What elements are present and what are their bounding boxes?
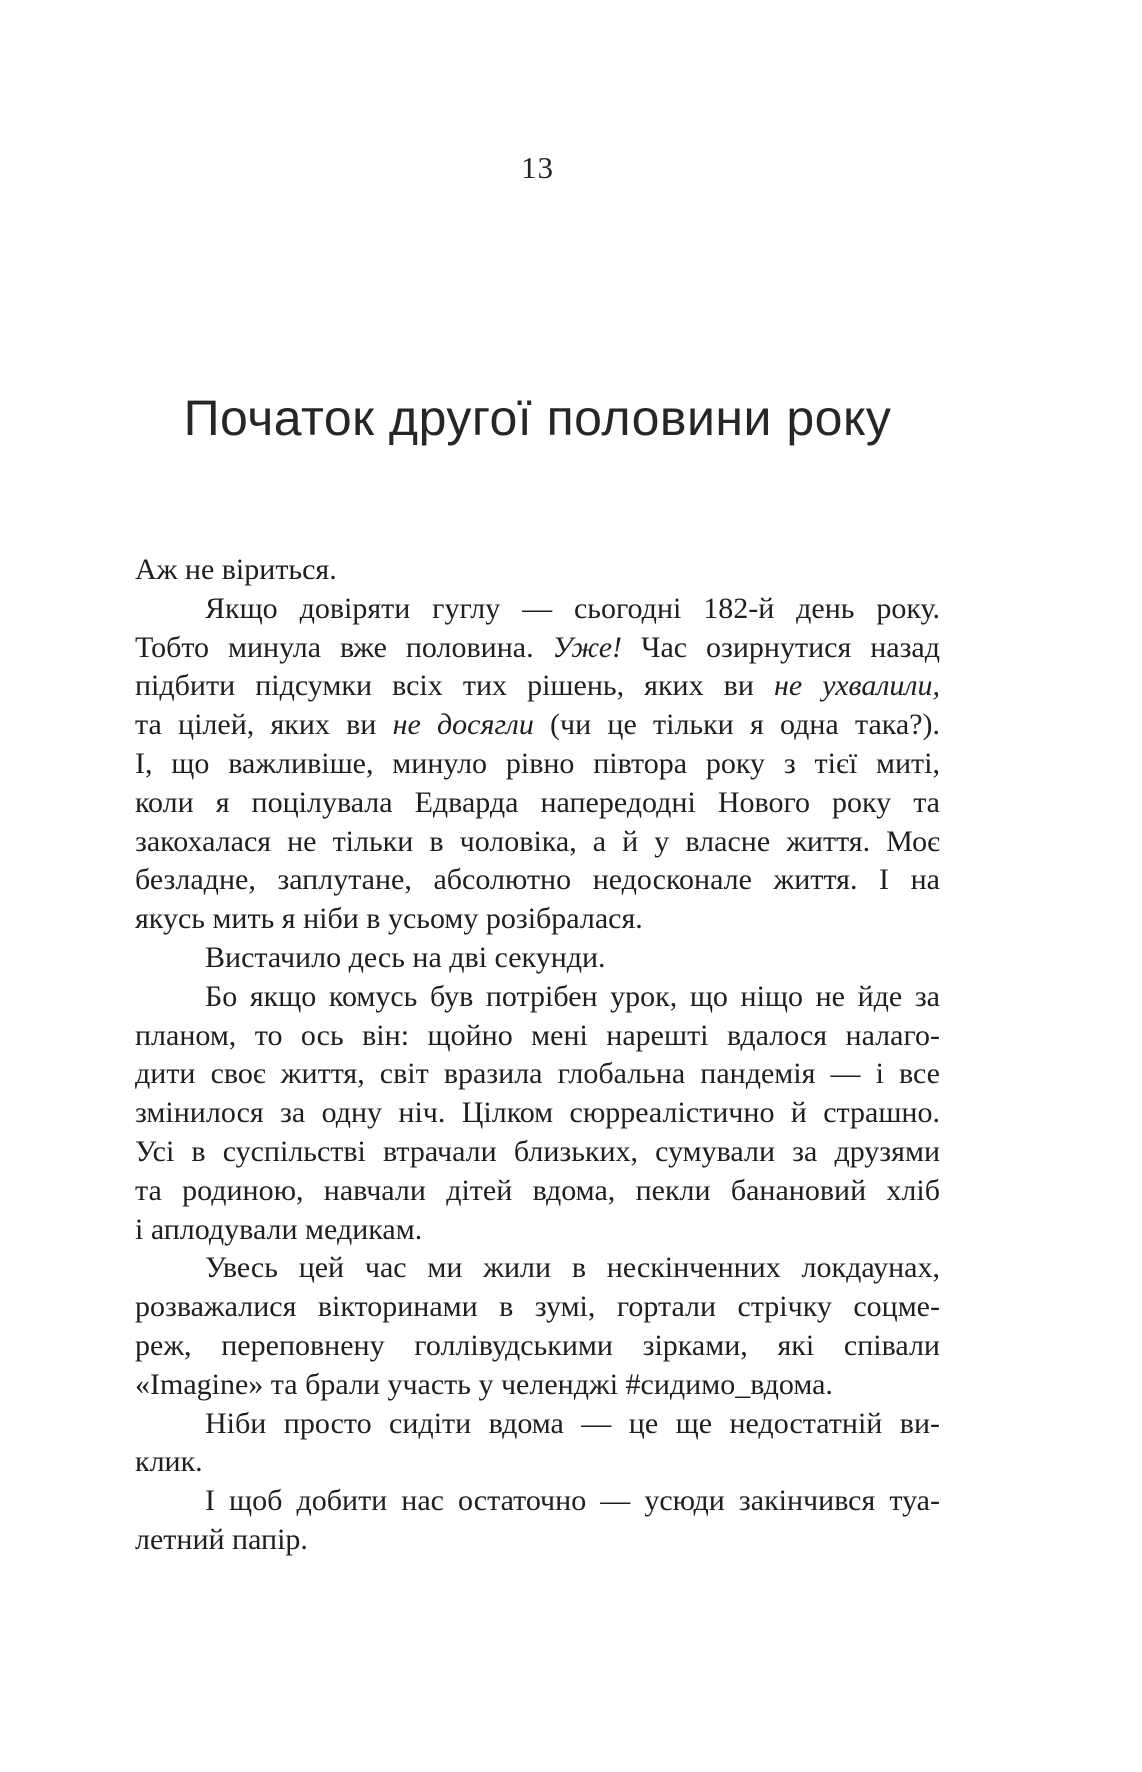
body-line xyxy=(135,939,940,978)
body-segment: летний папір. xyxy=(135,1522,308,1556)
body-line xyxy=(135,1405,940,1444)
body-segment: І щоб добити нас остаточно — усюди закінчився туа- xyxy=(205,1484,940,1518)
body-line xyxy=(135,1094,940,1133)
body-line xyxy=(135,1443,940,1482)
body-segment: Тобто минула вже половина. xyxy=(135,630,553,664)
body-segment: закохалася не тільки в чоловіка, а й у власне життя. Моє xyxy=(135,824,940,858)
body-line xyxy=(135,1133,940,1172)
body-line xyxy=(135,551,940,590)
body-line xyxy=(135,1172,940,1211)
body-segment: Усі в суспільстві втрачали близьких, сумували за друзями xyxy=(135,1134,940,1168)
body-line xyxy=(135,1055,940,1094)
body-line xyxy=(135,1327,940,1366)
body-line xyxy=(135,745,940,784)
body-line xyxy=(135,1366,940,1405)
body-line xyxy=(135,1288,940,1327)
body-line xyxy=(135,590,940,629)
body-segment: підбити підсумки всіх тих рішень, яких ви xyxy=(135,669,774,703)
body-segment: Ніби просто сидіти вдома — це ще недостатній ви- xyxy=(205,1406,940,1440)
body-line xyxy=(135,1017,940,1056)
body-segment: Вистачило десь на дві секунди. xyxy=(205,940,606,974)
body-line xyxy=(135,1482,940,1521)
body-line xyxy=(135,823,940,862)
body-segment-italic: Уже! xyxy=(552,630,623,664)
body-line xyxy=(135,1521,940,1560)
body-segment: дити своє життя, світ вразила глобальна пандемія — і все xyxy=(135,1057,940,1091)
body-segment: Увесь цей час ми жили в нескінченних локдаунах, xyxy=(205,1251,940,1285)
body-segment: Бо якщо комусь був потрібен урок, що ніщо не йде за xyxy=(205,979,940,1013)
body-segment: і аплодували медикам. xyxy=(135,1212,423,1246)
body-text xyxy=(135,551,940,1560)
body-segment: якусь мить я ніби в усьому розібралася. xyxy=(135,902,643,936)
body-segment: та цілей, яких ви xyxy=(135,708,393,742)
body-segment: І, що важливіше, минуло рівно півтора року з тієї миті, xyxy=(135,746,940,780)
chapter-title: Початок другої половини року xyxy=(183,390,892,446)
body-segment: Якщо довіряти гуглу — сьогодні 182-й день року. xyxy=(205,591,940,625)
body-line xyxy=(135,861,940,900)
body-segment: змінилося за одну ніч. Цілком сюрреалістично й страшно. xyxy=(135,1096,940,1130)
body-line xyxy=(135,706,940,745)
body-segment-italic: не ухвалили, xyxy=(773,669,940,703)
body-segment: безладне, заплутане, абсолютно недосконале життя. І на xyxy=(135,863,940,897)
body-segment: «Imagine» та брали участь у челенджі #сидимо_вдома. xyxy=(135,1367,833,1401)
body-line xyxy=(135,1249,940,1288)
body-segment: (чи це тільки я одна така?). xyxy=(533,708,940,742)
body-segment: клик. xyxy=(135,1445,203,1479)
body-line xyxy=(135,1211,940,1250)
body-line xyxy=(135,629,940,668)
body-segment: коли я поцілувала Едварда напередодні Нового року та xyxy=(135,785,940,819)
body-segment: Час озирнутися назад xyxy=(622,630,940,664)
body-line xyxy=(135,978,940,1017)
body-segment-italic: не досягли xyxy=(392,708,534,742)
body-segment: розважалися вікторинами в зумі, гортали стрічку соцме- xyxy=(135,1290,940,1324)
body-segment: реж, переповнену голлівудськими зірками, які співали xyxy=(135,1328,940,1362)
body-line xyxy=(135,900,940,939)
body-segment: та родиною, навчали дітей вдома, пекли банановий хліб xyxy=(135,1173,940,1207)
body-line xyxy=(135,667,940,706)
body-segment: Аж не віриться. xyxy=(135,553,337,586)
body-segment: планом, то ось він: щойно мені нарешті вдалося налаго- xyxy=(135,1018,940,1052)
page-number: 13 xyxy=(521,150,554,185)
body-line xyxy=(135,784,940,823)
